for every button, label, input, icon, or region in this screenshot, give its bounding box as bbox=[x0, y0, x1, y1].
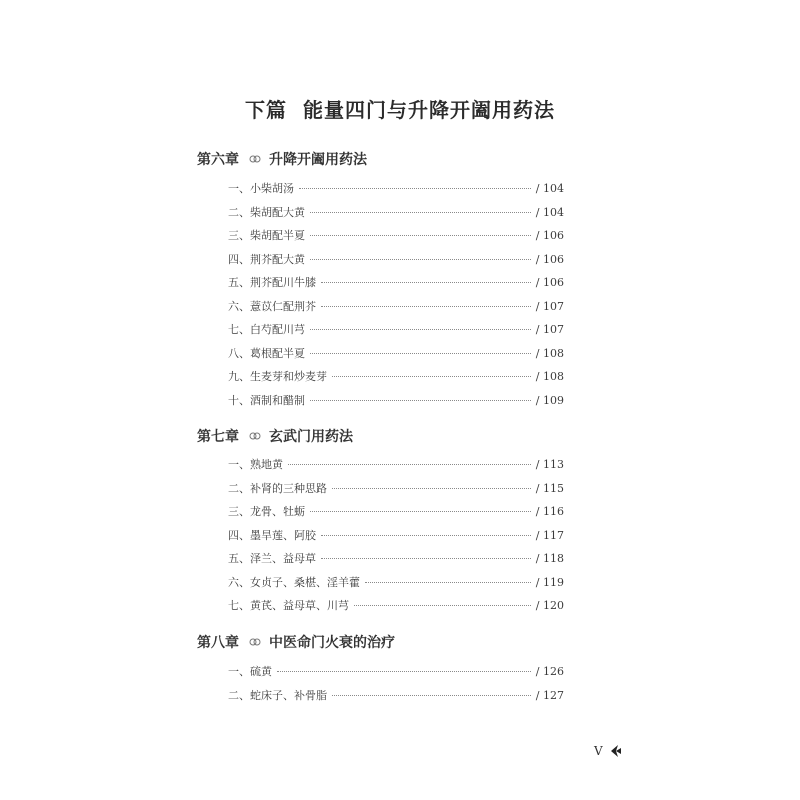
entry-text: 五、荆芥配川牛膝 bbox=[228, 276, 316, 289]
part-title bbox=[0, 94, 800, 123]
leader-dots bbox=[332, 376, 531, 377]
toc-entry[interactable] bbox=[228, 251, 564, 275]
leader-dots bbox=[299, 188, 531, 189]
entry-text: 三、龙骨、牡蛎 bbox=[228, 505, 305, 518]
leader-dots bbox=[365, 582, 531, 583]
entry-page: / 107 bbox=[535, 299, 564, 313]
entry-text: 二、蛇床子、补骨脂 bbox=[228, 688, 327, 702]
chapter-heading-8 bbox=[197, 630, 567, 654]
leader-dots bbox=[321, 558, 531, 559]
leader-dots bbox=[321, 535, 531, 536]
chapter-title: 玄武门用药法 bbox=[269, 429, 353, 445]
arrow-mark-icon bbox=[608, 744, 622, 758]
toc-entry[interactable] bbox=[228, 204, 564, 228]
toc-entry[interactable] bbox=[228, 227, 564, 251]
part-label: 下篇 bbox=[245, 98, 287, 122]
entry-text: 七、白芍配川芎 bbox=[228, 323, 305, 336]
leader-dots bbox=[354, 605, 531, 606]
toc-entry[interactable] bbox=[228, 597, 564, 621]
toc-entry[interactable] bbox=[228, 321, 564, 345]
toc-entry[interactable] bbox=[228, 663, 564, 687]
toc-entry[interactable] bbox=[228, 345, 564, 369]
entry-text: 六、女贞子、桑椹、淫羊藿 bbox=[228, 575, 360, 589]
toc-entry[interactable] bbox=[228, 574, 564, 598]
toc-list-chapter-6 bbox=[228, 180, 564, 415]
entry-text: 四、荆芥配大黄 bbox=[228, 252, 305, 266]
toc-entry[interactable] bbox=[228, 480, 564, 504]
entry-page: / 104 bbox=[535, 205, 564, 219]
entry-page: / 104 bbox=[535, 182, 564, 195]
entry-page: / 118 bbox=[535, 552, 564, 565]
toc-entry[interactable] bbox=[228, 298, 564, 322]
toc-entry[interactable] bbox=[228, 456, 564, 480]
entry-page: / 108 bbox=[535, 346, 564, 360]
toc-entry[interactable] bbox=[228, 503, 564, 527]
entry-page: / 108 bbox=[535, 370, 564, 383]
entry-text: 二、柴胡配大黄 bbox=[228, 205, 305, 219]
leader-dots bbox=[310, 511, 531, 512]
chapter-heading-6 bbox=[197, 147, 567, 171]
entry-page: / 113 bbox=[535, 458, 564, 471]
entry-page: / 120 bbox=[535, 599, 564, 612]
leader-dots bbox=[310, 400, 531, 401]
leader-dots bbox=[310, 235, 531, 236]
leader-dots bbox=[288, 464, 531, 465]
leader-dots bbox=[321, 282, 531, 283]
toc-entry[interactable] bbox=[228, 527, 564, 551]
entry-page: / 107 bbox=[535, 323, 564, 336]
leader-dots bbox=[332, 695, 531, 696]
chapter-title: 升降开阖用药法 bbox=[269, 152, 367, 168]
leader-dots bbox=[332, 488, 531, 489]
swirl-ornament-icon bbox=[249, 430, 261, 442]
leader-dots bbox=[321, 306, 531, 307]
entry-text: 七、黄芪、益母草、川芎 bbox=[228, 599, 349, 612]
toc-entry[interactable] bbox=[228, 274, 564, 298]
entry-text: 六、薏苡仁配荆芥 bbox=[228, 299, 316, 313]
entry-text: 十、酒制和醋制 bbox=[228, 393, 305, 407]
entry-text: 一、硫黄 bbox=[228, 665, 272, 678]
leader-dots bbox=[310, 212, 531, 213]
entry-page: / 119 bbox=[535, 575, 564, 589]
entry-text: 八、葛根配半夏 bbox=[228, 346, 305, 360]
entry-page: / 106 bbox=[535, 252, 564, 266]
swirl-ornament-icon bbox=[249, 153, 261, 165]
entry-page: / 117 bbox=[535, 528, 564, 542]
entry-page: / 127 bbox=[535, 688, 564, 702]
entry-text: 三、柴胡配半夏 bbox=[228, 229, 305, 242]
chapter-label: 第八章 bbox=[197, 635, 239, 651]
entry-text: 四、墨旱莲、阿胶 bbox=[228, 528, 316, 542]
part-title-text: 能量四门与升降开阖用药法 bbox=[303, 98, 555, 122]
entry-text: 九、生麦芽和炒麦芽 bbox=[228, 370, 327, 383]
chapter-title: 中医命门火衰的治疗 bbox=[269, 635, 395, 651]
entry-page: / 106 bbox=[535, 229, 564, 242]
entry-text: 二、补肾的三种思路 bbox=[228, 481, 327, 495]
leader-dots bbox=[310, 329, 531, 330]
folio-number: V bbox=[594, 744, 603, 758]
toc-entry[interactable] bbox=[228, 550, 564, 574]
entry-page: / 106 bbox=[535, 276, 564, 289]
page-folio bbox=[594, 744, 622, 758]
entry-text: 一、小柴胡汤 bbox=[228, 182, 294, 195]
toc-entry[interactable] bbox=[228, 180, 564, 204]
entry-page: / 116 bbox=[535, 505, 564, 518]
leader-dots bbox=[310, 259, 531, 260]
toc-list-chapter-7 bbox=[228, 456, 564, 621]
entry-text: 一、熟地黄 bbox=[228, 458, 283, 471]
chapter-heading-7 bbox=[197, 424, 567, 448]
leader-dots bbox=[310, 353, 531, 354]
toc-entry[interactable] bbox=[228, 392, 564, 416]
entry-text: 五、泽兰、益母草 bbox=[228, 552, 316, 565]
entry-page: / 109 bbox=[535, 393, 564, 407]
toc-list-chapter-8 bbox=[228, 663, 564, 710]
leader-dots bbox=[277, 671, 531, 672]
entry-page: / 115 bbox=[535, 481, 564, 495]
toc-entry[interactable] bbox=[228, 368, 564, 392]
toc-entry[interactable] bbox=[228, 687, 564, 711]
swirl-ornament-icon bbox=[249, 636, 261, 648]
chapter-label: 第六章 bbox=[197, 152, 239, 168]
chapter-label: 第七章 bbox=[197, 429, 239, 445]
entry-page: / 126 bbox=[535, 665, 564, 678]
